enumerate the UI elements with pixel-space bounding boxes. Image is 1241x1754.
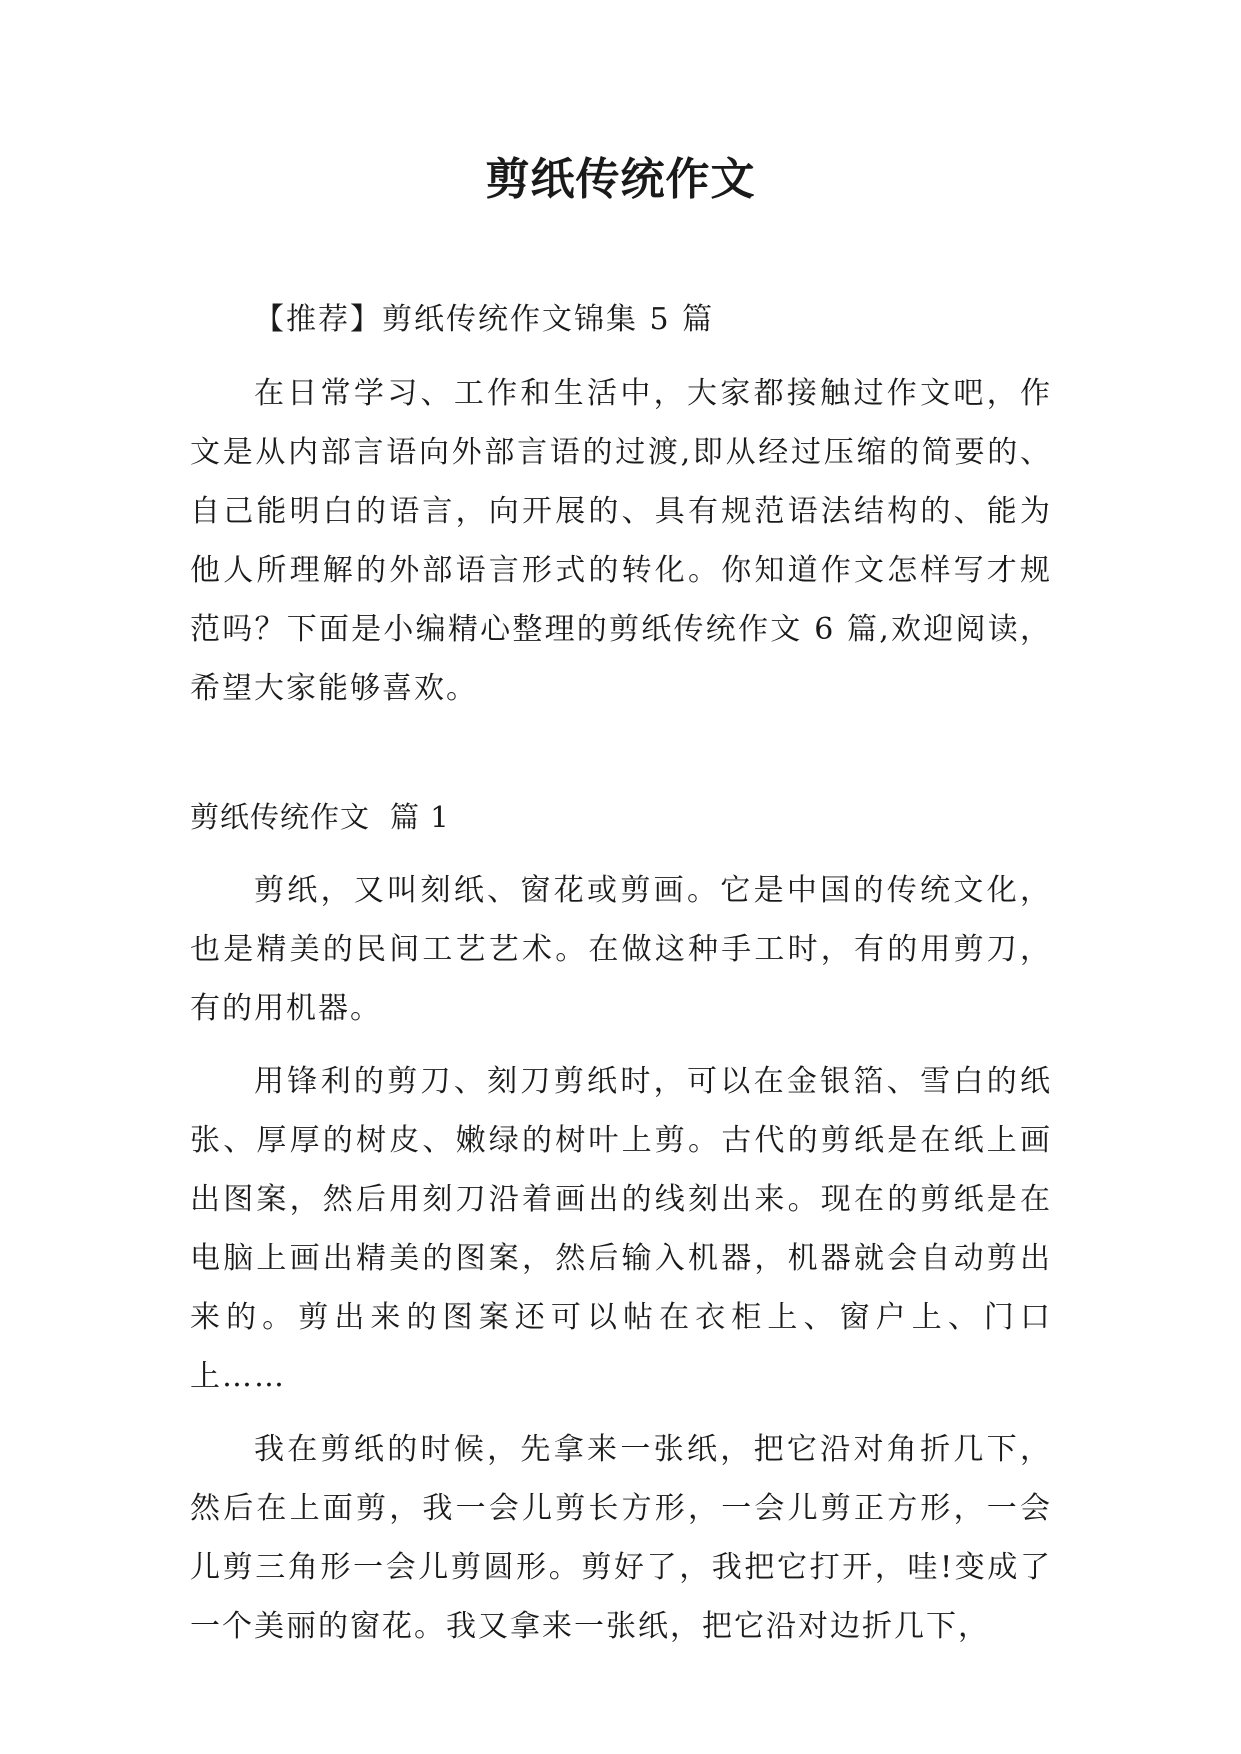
section-heading bbox=[190, 788, 1052, 847]
document-title: 剪纸传统作文 bbox=[485, 154, 756, 205]
section-heading-number: 篇 1 bbox=[390, 800, 450, 834]
intro-paragraph: 在日常学习、工作和生活中，大家都接触过作文吧，作文是从内部言语向外部言语的过渡,即从经过压缩的简要的、自己能明白的语言，向开展的、具有规范语法结构的、能为他人所理解的外部语言形式的转化。你知道作文怎样写才规范吗？下面是小编精心整理的剪纸传统作文 6 篇,欢迎阅读，希望大家能够喜欢。 bbox=[190, 376, 1052, 706]
document-body bbox=[190, 290, 1052, 1656]
section-paragraph-3: 我在剪纸的时候，先拿来一张纸，把它沿对角折几下，然后在上面剪，我一会儿剪长方形，一会儿剪正方形，一会儿剪三角形一会儿剪圆形。剪好了，我把它打开，哇!变成了一个美丽的窗花。我又拿来一张纸，把它沿对边折几下， bbox=[190, 1432, 1052, 1644]
section-paragraph-1: 剪纸，又叫刻纸、窗花或剪画。它是中国的传统文化，也是精美的民间工艺艺术。在做这种手工时，有的用剪刀，有的用机器。 bbox=[190, 873, 1052, 1026]
section-heading-text: 剪纸传统作文 bbox=[190, 800, 371, 834]
section-paragraph-2: 用锋利的剪刀、刻刀剪纸时，可以在金银箔、雪白的纸张、厚厚的树皮、嫩绿的树叶上剪。古代的剪纸是在纸上画出图案，然后用刻刀沿着画出的线刻出来。现在的剪纸是在电脑上画出精美的图案，然后输入机器，机器就会自动剪出来的。剪出来的图案还可以帖在衣柜上、窗户上、门口上…… bbox=[190, 1064, 1052, 1394]
recommend-line: 【推荐】剪纸传统作文锦集 5 篇 bbox=[254, 302, 715, 337]
